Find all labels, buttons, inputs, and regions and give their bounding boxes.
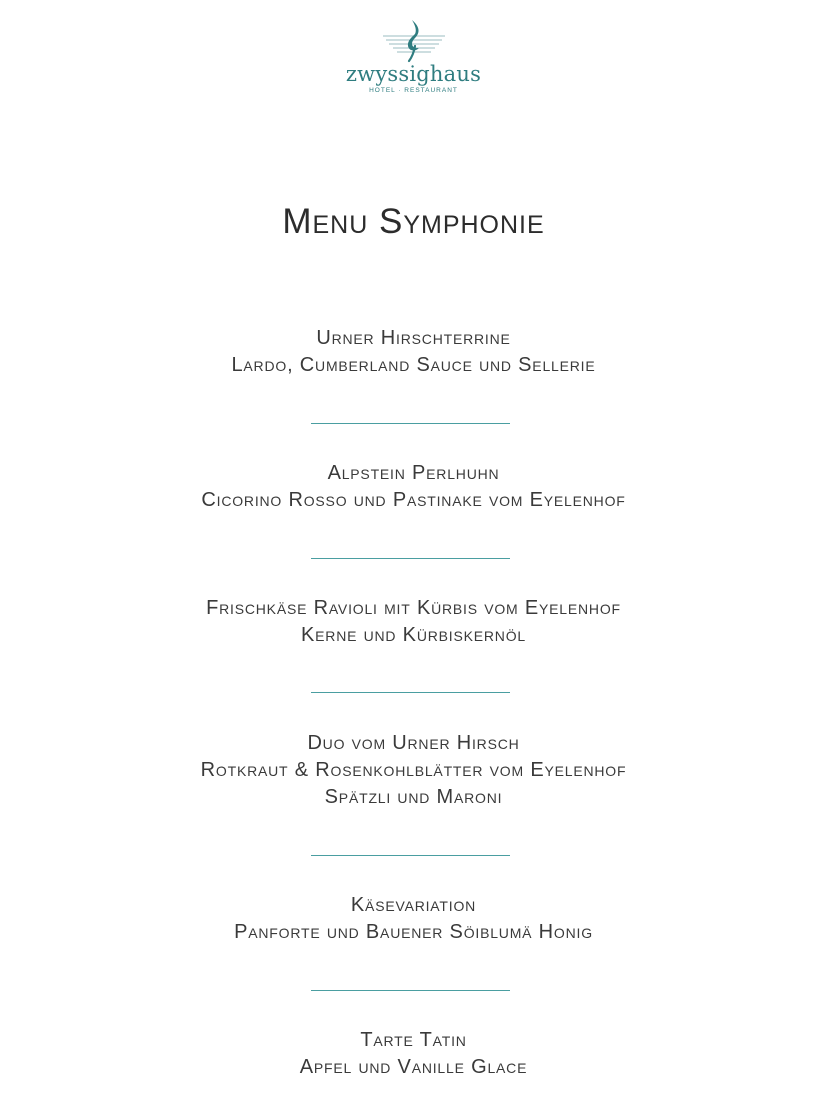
- course-dish-name: Frischkäse Ravioli mit Kürbis vom Eyelenhof: [206, 597, 621, 619]
- course-dish-description: Kerne und Kürbiskernöl: [301, 624, 526, 646]
- brand-name: zwyssighaus: [345, 62, 482, 86]
- course-4: [0, 730, 827, 811]
- menu-title: Menu Symphonie: [282, 202, 545, 241]
- course-dish-name: Alpstein Perlhuhn: [327, 462, 500, 484]
- course-divider: [311, 855, 510, 856]
- course-6: [0, 1027, 827, 1081]
- course-dish-description: Panforte und Bauener Söiblumä Honig: [234, 921, 593, 943]
- brand-subtitle: HOTEL · RESTAURANT: [369, 87, 458, 94]
- course-divider: [311, 990, 510, 991]
- course-2: [0, 460, 827, 514]
- course-dish-name: Käsevariation: [350, 894, 477, 916]
- course-divider: [311, 692, 510, 693]
- clef-logo-icon: [379, 16, 449, 64]
- course-5: [0, 892, 827, 946]
- hotel-logo: [0, 16, 827, 95]
- course-dish-description: Apfel und Vanille Glace: [299, 1056, 528, 1078]
- course-3: [0, 595, 827, 649]
- course-dish-name: Duo vom Urner Hirsch: [307, 732, 520, 754]
- course-1: [0, 325, 827, 379]
- course-dish-description: Spätzli und Maroni: [324, 786, 503, 808]
- course-dish-description: Lardo, Cumberland Sauce und Sellerie: [231, 354, 596, 376]
- course-dish-description: Rotkraut & Rosenkohlblätter vom Eyelenhof: [200, 759, 627, 781]
- course-divider: [311, 423, 510, 424]
- course-dish-description: Cicorino Rosso und Pastinake vom Eyelenhof: [201, 489, 626, 511]
- course-divider: [311, 558, 510, 559]
- course-dish-name: Tarte Tatin: [360, 1029, 467, 1051]
- course-dish-name: Urner Hirschterrine: [316, 327, 511, 349]
